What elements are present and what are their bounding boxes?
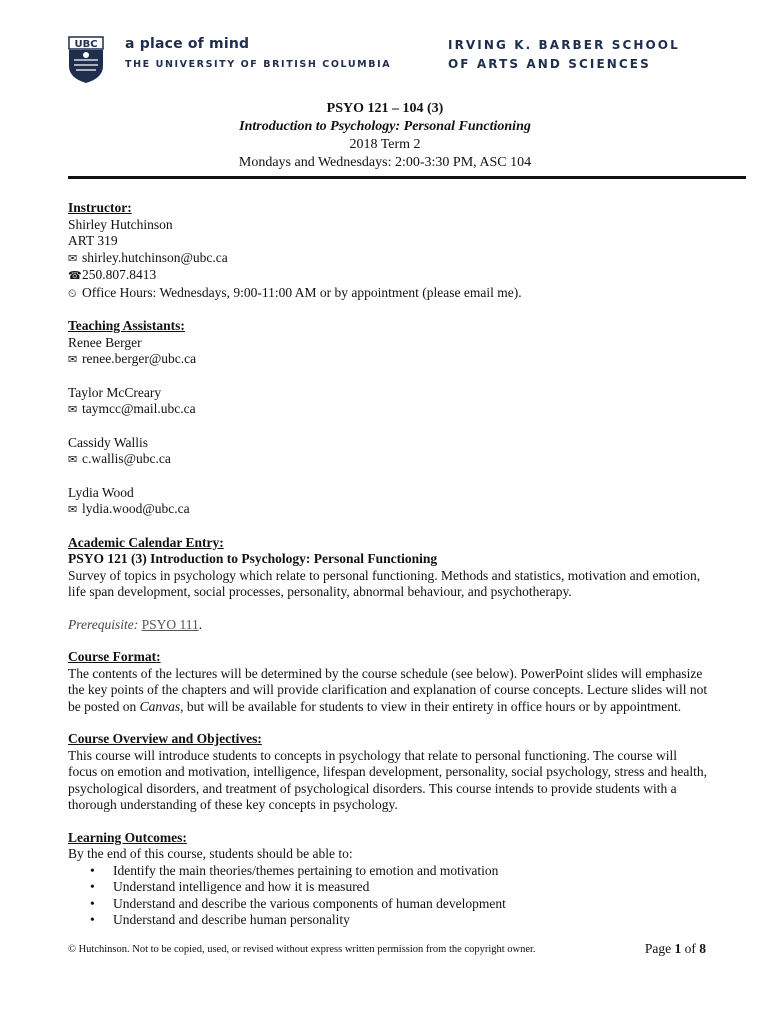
brand-left bbox=[125, 36, 391, 70]
instructor-office: ART 319 bbox=[68, 233, 118, 248]
ta-name: Taylor McCreary bbox=[68, 384, 162, 400]
page-word: Page bbox=[644, 941, 672, 956]
copyright-notice: © Hutchinson. Not to be copied, used, or revised without express written permission from the copyright owner. bbox=[68, 944, 536, 955]
format-text-italic: Canvas bbox=[139, 698, 181, 714]
email-icon: ✉ bbox=[68, 353, 78, 366]
list-item: • Understand intelligence and how it is measured bbox=[113, 879, 708, 896]
of-word: of bbox=[684, 941, 696, 956]
prereq-link[interactable]: PSYO 111 bbox=[141, 616, 199, 632]
format-heading: Course Format: bbox=[68, 649, 161, 664]
header-rule bbox=[68, 176, 746, 179]
school-line-2: OF ARTS AND SCIENCES bbox=[448, 57, 651, 71]
list-item: • Understand and describe human personality bbox=[113, 912, 708, 929]
page-current: 1 bbox=[674, 941, 682, 956]
ta-email[interactable]: taymcc@mail.ubc.ca bbox=[82, 401, 196, 416]
ta-name: Renee Berger bbox=[68, 334, 142, 350]
brand-tagline: a place of mind bbox=[125, 36, 250, 52]
phone-icon: ☎ bbox=[68, 269, 82, 282]
calendar-heading: Academic Calendar Entry: bbox=[68, 534, 224, 550]
prerequisite bbox=[68, 617, 708, 634]
list-item: • Understand and describe the various components of human development bbox=[113, 896, 708, 913]
email-icon: ✉ bbox=[68, 503, 78, 516]
ta-email[interactable]: renee.berger@ubc.ca bbox=[82, 351, 197, 366]
instructor-name: Shirley Hutchinson bbox=[68, 216, 173, 232]
school-name bbox=[448, 36, 680, 74]
brand-university: THE UNIVERSITY OF BRITISH COLUMBIA bbox=[125, 59, 392, 70]
course-title: Introduction to Psychology: Personal Functioning bbox=[239, 119, 531, 134]
course-code: PSYO 121 – 104 (3) bbox=[326, 101, 444, 116]
syllabus-body bbox=[68, 200, 708, 929]
calendar-entry-title: PSYO 121 (3) Introduction to Psychology: Personal Functioning bbox=[68, 551, 438, 566]
ubc-crest-logo bbox=[68, 36, 104, 84]
prereq-end: . bbox=[198, 616, 203, 632]
format-text-part: The contents of the lectures will be determined by the course schedule (see below). PowerPoint slides will emphasize the key points of the chapters and will provide clarification and explanation of course concepts. Lecture slides will not be posted on bbox=[68, 665, 708, 714]
clock-icon: ⏲ bbox=[68, 286, 77, 300]
outcomes-heading: Learning Outcomes: bbox=[68, 829, 187, 845]
course-term: 2018 Term 2 bbox=[349, 137, 421, 152]
course-heading bbox=[0, 100, 770, 172]
ta-email[interactable]: lydia.wood@ubc.ca bbox=[82, 501, 190, 516]
school-line-1: IRVING K. BARBER SCHOOL bbox=[448, 38, 680, 52]
calendar-entry-text: Survey of topics in psychology which relate to personal functioning. Methods and statistics, motivation and emotion, life span development, social processes, personality, abnormal behaviour, and psychotherapy. bbox=[68, 567, 701, 599]
outcomes-list bbox=[68, 863, 708, 929]
format-text bbox=[68, 666, 708, 716]
format-text-part: , but will be available for students to view in their entirety in office hours or by appointment. bbox=[180, 698, 682, 714]
instructor-hours: Office Hours: Wednesdays, 9:00-11:00 AM or by appointment (please email me). bbox=[82, 284, 522, 300]
course-schedule: Mondays and Wednesdays: 2:00-3:30 PM, ASC 104 bbox=[238, 155, 532, 170]
instructor-heading: Instructor: bbox=[68, 200, 132, 215]
instructor-phone: 250.807.8413 bbox=[82, 267, 157, 282]
instructor-email[interactable]: shirley.hutchinson@ubc.ca bbox=[82, 249, 228, 265]
ta-email[interactable]: c.wallis@ubc.ca bbox=[82, 451, 171, 466]
ta-heading: Teaching Assistants: bbox=[68, 318, 185, 333]
outcomes-intro: By the end of this course, students should be able to: bbox=[68, 846, 353, 861]
ubc-logo-text: UBC bbox=[74, 39, 98, 50]
email-icon: ✉ bbox=[68, 403, 78, 416]
overview-text: This course will introduce students to concepts in psychology that relate to personal functioning. The course will focus on emotion and motivation, intelligence, lifespan development, personality, social psychology, stress and health, psychological disorders, and treatment of psychological disorders. This course intends to provide students with a thorough understanding of these key concepts in psychology. bbox=[68, 747, 707, 812]
ta-name: Lydia Wood bbox=[68, 484, 134, 500]
overview-heading: Course Overview and Objectives: bbox=[68, 731, 262, 746]
page-total: 8 bbox=[699, 941, 706, 956]
page-number bbox=[645, 941, 706, 957]
email-icon: ✉ bbox=[68, 453, 78, 466]
prereq-label: Prerequisite: bbox=[68, 616, 139, 632]
email-icon: ✉ bbox=[68, 251, 78, 265]
ta-name: Cassidy Wallis bbox=[68, 434, 149, 450]
list-item: • Identify the main theories/themes pertaining to emotion and motivation bbox=[113, 863, 708, 880]
